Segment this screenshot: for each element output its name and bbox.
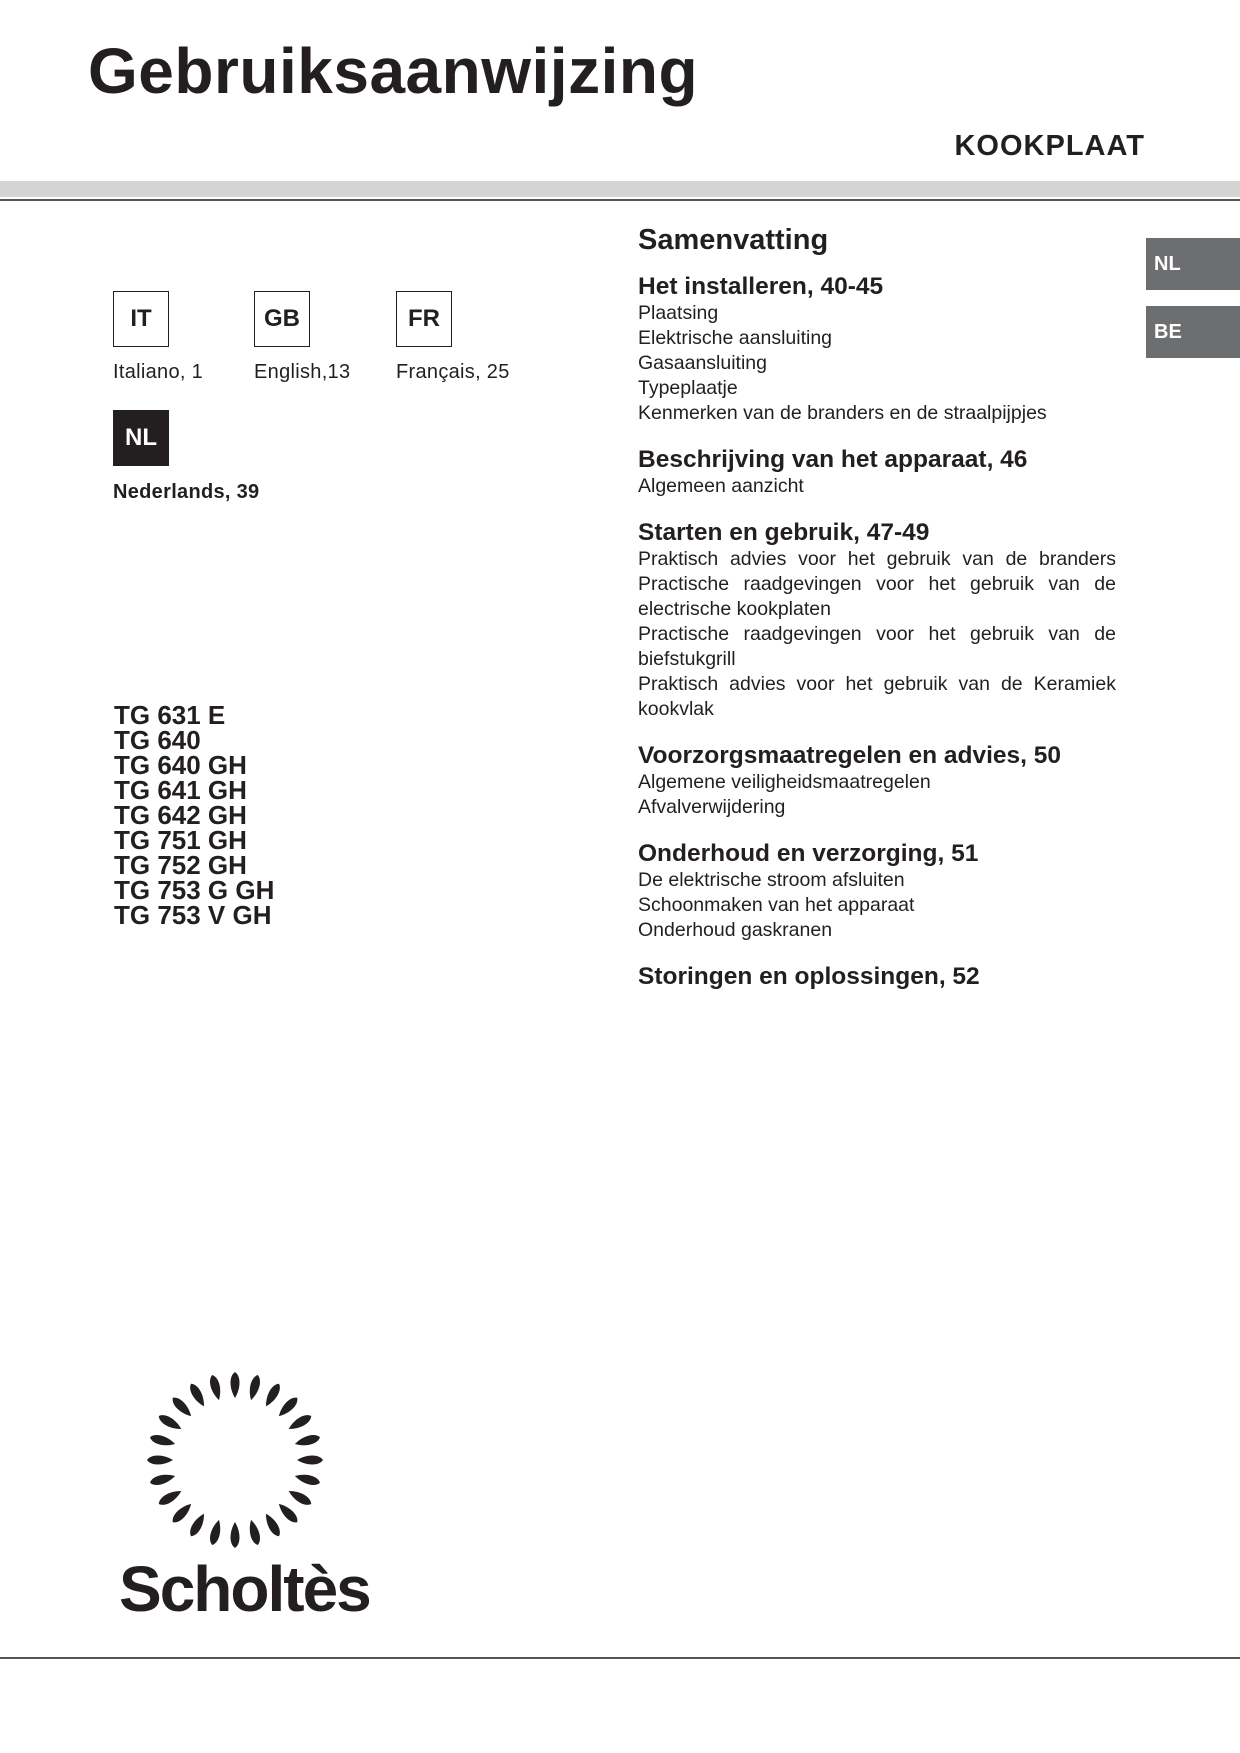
language-label-gb: English,13: [254, 361, 351, 383]
language-box-fr[interactable]: FR: [396, 291, 452, 347]
logo-ray: [262, 1511, 283, 1538]
toc-section-troubleshooting: [638, 962, 1116, 991]
logo-ray: [157, 1487, 184, 1508]
side-tab-be[interactable]: BE: [1146, 306, 1240, 358]
table-of-contents: [638, 224, 1116, 1010]
language-box-nl[interactable]: NL: [113, 410, 169, 466]
model-number: TG 641 GH: [114, 775, 247, 805]
toc-heading[interactable]: Onderhoud en verzorging, 51: [638, 840, 979, 867]
toc-title: Samenvatting: [638, 224, 829, 256]
toc-item[interactable]: De elektrische stroom afsluiten: [638, 869, 905, 891]
toc-item[interactable]: Algemeen aanzicht: [638, 475, 804, 497]
toc-section-start-and-use: [638, 518, 1116, 722]
toc-item[interactable]: electrische kookplaten: [638, 598, 831, 620]
toc-section-precautions: [638, 741, 1116, 820]
toc-item[interactable]: Gasaansluiting: [638, 352, 767, 374]
footer-rule: [0, 1657, 1240, 1659]
toc-heading[interactable]: Storingen en oplossingen, 52: [638, 963, 980, 990]
model-number: TG 752 GH: [114, 850, 247, 880]
toc-section-description: [638, 445, 1116, 499]
model-number: TG 631 E: [114, 700, 226, 730]
language-label-it: Italiano, 1: [113, 361, 204, 383]
toc-heading[interactable]: Starten en gebruik, 47-49: [638, 519, 930, 546]
toc-item[interactable]: Algemene veiligheidsmaatregelen: [638, 771, 931, 793]
model-number: TG 753 V GH: [114, 900, 272, 930]
document-title: Gebruiksaanwijzing: [88, 35, 699, 107]
logo-ray: [149, 1472, 176, 1487]
toc-item[interactable]: Practische raadgevingen voor het gebruik van de: [638, 573, 1116, 595]
toc-item[interactable]: Schoonmaken van het apparaat: [638, 894, 915, 916]
model-number: TG 640 GH: [114, 750, 247, 780]
logo-ray: [208, 1374, 223, 1401]
model-number: TG 751 GH: [114, 825, 247, 855]
language-label-fr: Français, 25: [396, 361, 510, 383]
toc-heading[interactable]: Voorzorgsmaatregelen en advies, 50: [638, 742, 1062, 769]
toc-item[interactable]: Praktisch advies voor het gebruik van de Keramiek: [638, 673, 1116, 695]
logo-ray: [157, 1412, 184, 1433]
toc-heading[interactable]: Beschrijving van het apparaat, 46: [638, 446, 1028, 473]
logo-ray: [147, 1456, 173, 1465]
logo-ray: [286, 1487, 313, 1508]
toc-item[interactable]: Praktisch advies voor het gebruik van de branders: [638, 548, 1116, 570]
logo-ray: [294, 1472, 321, 1487]
model-number: TG 642 GH: [114, 800, 247, 830]
toc-item[interactable]: Afvalverwijdering: [638, 796, 786, 818]
toc-item[interactable]: Onderhoud gaskranen: [638, 919, 833, 941]
side-tab-nl[interactable]: NL: [1146, 238, 1240, 290]
brand-sun-logo-icon: [140, 1365, 330, 1555]
model-list: [114, 700, 275, 930]
logo-ray: [149, 1433, 176, 1448]
toc-item[interactable]: kookvlak: [638, 698, 714, 720]
toc-item[interactable]: Elektrische aansluiting: [638, 327, 833, 349]
language-label-nl: Nederlands, 39: [113, 481, 260, 503]
header-band: [0, 181, 1240, 197]
toc-item[interactable]: Plaatsing: [638, 302, 719, 324]
product-type-label: KOOKPLAAT: [954, 130, 1145, 162]
toc-section-installation: [638, 272, 1116, 426]
logo-ray: [231, 1522, 240, 1548]
logo-ray: [294, 1433, 321, 1448]
toc-item[interactable]: Practische raadgevingen voor het gebruik van de: [638, 623, 1116, 645]
logo-ray: [276, 1501, 301, 1526]
logo-ray: [297, 1456, 323, 1465]
logo-ray: [262, 1382, 283, 1409]
language-box-gb[interactable]: GB: [254, 291, 310, 347]
toc-item[interactable]: Kenmerken van de branders en de straalpijpjes: [638, 402, 1047, 424]
toc-item[interactable]: Typeplaatje: [638, 377, 738, 399]
logo-ray: [247, 1374, 262, 1401]
language-box-it[interactable]: IT: [113, 291, 169, 347]
logo-ray: [170, 1501, 195, 1526]
logo-ray: [231, 1372, 240, 1398]
logo-ray: [187, 1511, 208, 1538]
header-rule: [0, 199, 1240, 201]
model-number: TG 753 G GH: [114, 875, 275, 905]
logo-ray: [208, 1519, 223, 1546]
logo-ray: [187, 1382, 208, 1409]
logo-ray: [286, 1412, 313, 1433]
brand-wordmark: Scholtès: [119, 1553, 370, 1625]
toc-heading[interactable]: Het installeren, 40-45: [638, 273, 884, 300]
logo-ray: [170, 1395, 195, 1420]
toc-item[interactable]: biefstukgrill: [638, 648, 736, 670]
logo-ray: [276, 1395, 301, 1420]
logo-ray: [247, 1519, 262, 1546]
toc-section-maintenance: [638, 839, 1116, 943]
model-number: TG 640: [114, 725, 201, 755]
